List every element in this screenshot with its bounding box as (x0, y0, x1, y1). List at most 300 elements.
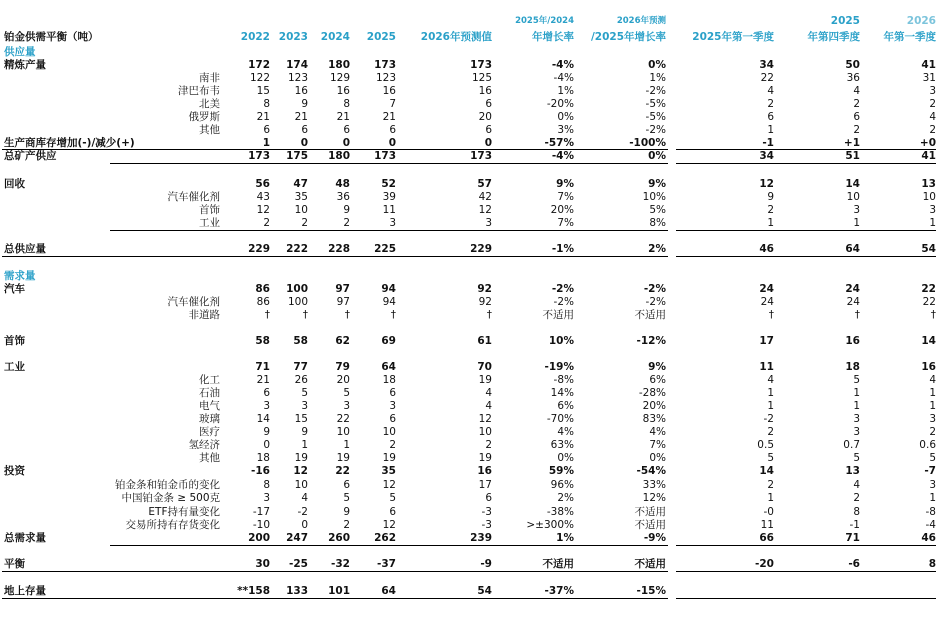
table-cell: 19 (294, 452, 308, 464)
table-cell: 6 (343, 124, 350, 136)
table-cell: 0% (648, 150, 666, 162)
table-cell: 6 (853, 111, 860, 123)
table-cell: 2 (853, 492, 860, 504)
table-cell: 180 (328, 59, 350, 71)
table-cell: 2 (929, 98, 936, 110)
row-label: ETF持有量变化 (148, 506, 220, 518)
table-cell: -1% (551, 243, 574, 255)
table-cell: 4 (853, 85, 860, 97)
table-cell: 97 (335, 283, 350, 295)
table-cell: -25 (289, 558, 308, 570)
table-cell: -2 (297, 506, 308, 518)
table-cell: 3 (929, 479, 936, 491)
table-cell: 3 (263, 400, 270, 412)
table-cell: 12 (293, 465, 308, 477)
table-cell: 5 (767, 452, 774, 464)
table-cell: 3 (853, 413, 860, 425)
table-cell: 12 (478, 204, 492, 216)
row-label: 医疗 (199, 426, 220, 438)
row-label: 供应量 (4, 46, 36, 58)
table-cell: 6 (389, 387, 396, 399)
table-cell: -10 (252, 519, 270, 531)
col-2025: 2025 (366, 31, 396, 43)
table-cell: 173 (470, 150, 492, 162)
table-cell: 16 (382, 85, 396, 97)
table-cell: -1 (849, 519, 860, 531)
table-cell: 175 (286, 150, 308, 162)
table-cell: 79 (335, 361, 350, 373)
table-cell: 3 (301, 400, 308, 412)
table-cell: 43 (256, 191, 270, 203)
table-cell: 2 (767, 204, 774, 216)
table-cell: 10 (922, 191, 936, 203)
table-cell: -9% (643, 532, 666, 544)
table-cell: 0 (388, 137, 396, 149)
table-cell: † (854, 309, 860, 321)
table-cell: 4 (767, 85, 774, 97)
table-cell: 20% (642, 400, 666, 412)
table-cell: 57 (477, 178, 492, 190)
table-cell: -6 (848, 558, 860, 570)
row-label: 需求量 (4, 270, 36, 282)
table-cell: 133 (286, 585, 308, 597)
table-cell: 54 (921, 243, 936, 255)
table-cell: 21 (256, 111, 270, 123)
table-cell: 62 (335, 335, 350, 347)
table-cell: 1 (767, 400, 774, 412)
col-q4-2025: 年第四季度 (807, 31, 860, 43)
table-cell: 2 (853, 124, 860, 136)
table-cell: 1 (853, 400, 860, 412)
table-cell: 6 (343, 479, 350, 491)
table-cell: 8 (853, 506, 860, 518)
table-cell: 0 (300, 137, 308, 149)
row-label: 工业 (4, 361, 25, 373)
table-cell: 21 (336, 111, 350, 123)
table-cell: 97 (336, 296, 350, 308)
table-cell: 6 (389, 413, 396, 425)
row-label: 精炼产量 (4, 59, 46, 71)
table-cell: 17 (478, 479, 492, 491)
table-cell: 6 (301, 124, 308, 136)
table-cell: 6 (485, 98, 492, 110)
row-label: 津巴布韦 (178, 85, 220, 97)
row-divider (2, 598, 668, 599)
table-cell: 46 (759, 243, 774, 255)
table-cell: 11 (382, 204, 396, 216)
table-cell: 3 (389, 400, 396, 412)
table-cell: 不适用 (634, 558, 666, 570)
table-cell: 42 (478, 191, 492, 203)
table-cell: 2% (557, 492, 574, 504)
table-cell: 4 (485, 387, 492, 399)
row-label: 汽车 (4, 283, 25, 295)
table-cell: 0 (301, 519, 308, 531)
row-label: 化工 (199, 374, 220, 386)
table-cell: 16 (477, 465, 492, 477)
table-cell: 64 (381, 585, 396, 597)
table-cell: -4% (553, 72, 574, 84)
table-cell: +1 (843, 137, 860, 149)
table-cell: 2 (767, 479, 774, 491)
table-cell: 100 (287, 296, 308, 308)
table-cell: -2% (551, 283, 574, 295)
table-cell: 6% (557, 400, 574, 412)
col-2024: 2024 (320, 31, 350, 43)
table-cell: 9% (556, 178, 574, 190)
table-cell: 22 (922, 296, 936, 308)
table-cell: 9% (648, 361, 666, 373)
table-cell: 0 (342, 137, 350, 149)
table-cell: 50 (845, 59, 860, 71)
table-cell: 86 (256, 296, 270, 308)
table-cell: 10 (294, 479, 308, 491)
table-cell: 12 (478, 413, 492, 425)
table-cell: 34 (759, 150, 774, 162)
table-cell: -2% (645, 296, 666, 308)
table-cell: -2% (645, 124, 666, 136)
row-label: 投资 (4, 465, 25, 477)
table-cell: 10 (336, 426, 350, 438)
table-cell: -2% (643, 283, 666, 295)
table-cell: 4 (485, 400, 492, 412)
table-cell: 3 (853, 426, 860, 438)
table-cell: -37% (544, 585, 574, 597)
table-cell: 6 (485, 492, 492, 504)
table-cell: 5% (649, 204, 666, 216)
table-cell: 222 (286, 243, 308, 255)
row-label: 北美 (199, 98, 220, 110)
table-cell: 19 (382, 452, 396, 464)
table-cell: 0% (557, 111, 574, 123)
table-cell: 1 (767, 387, 774, 399)
table-cell: 3 (929, 413, 936, 425)
row-label: 中国铂金条 ≥ 500克 (121, 492, 220, 504)
table-cell: 6 (263, 387, 270, 399)
table-cell: 5 (853, 374, 860, 386)
table-cell: -15% (636, 585, 666, 597)
table-cell: -70% (546, 413, 574, 425)
table-cell: † (486, 309, 492, 321)
table-cell: 63% (550, 439, 574, 451)
table-cell: 12 (382, 479, 396, 491)
table-cell: 10 (382, 426, 396, 438)
table-cell: 225 (374, 243, 396, 255)
table-cell: -54% (636, 465, 666, 477)
table-cell: 6 (389, 506, 396, 518)
table-cell: † (768, 309, 774, 321)
table-cell: 94 (382, 296, 396, 308)
row-label: 其他 (199, 124, 220, 136)
table-cell: 77 (293, 361, 308, 373)
table-cell: -100% (629, 137, 666, 149)
table-cell: 46 (921, 532, 936, 544)
col-growth-2025-top: 2025年/2024 (515, 16, 574, 26)
table-cell: 174 (286, 59, 308, 71)
table-cell: -12% (636, 335, 666, 347)
table-cell: 10% (642, 191, 666, 203)
table-cell: 36 (846, 72, 860, 84)
table-cell: 9 (263, 426, 270, 438)
table-cell: 56 (255, 178, 270, 190)
table-cell: 260 (328, 532, 350, 544)
table-cell: 1% (557, 85, 574, 97)
row-label: 地上存量 (4, 585, 46, 597)
row-label: 其他 (199, 452, 220, 464)
table-cell: 39 (382, 191, 396, 203)
table-cell: 262 (374, 532, 396, 544)
table-cell: >±300% (526, 519, 574, 531)
row-label: 电气 (199, 400, 220, 412)
table-cell: -8 (925, 506, 936, 518)
table-cell: 247 (286, 532, 308, 544)
table-cell: 92 (477, 283, 492, 295)
table-cell: 4% (557, 426, 574, 438)
col-q4-2025-top: 2025 (830, 15, 860, 27)
row-label: 汽车催化剂 (167, 296, 220, 308)
table-cell: 123 (287, 72, 308, 84)
table-cell: 16 (845, 335, 860, 347)
table-cell: 24 (845, 283, 860, 295)
table-cell: 21 (256, 374, 270, 386)
table-cell: 16 (478, 85, 492, 97)
table-cell: 9 (343, 204, 350, 216)
row-divider (676, 256, 936, 257)
table-cell: 2 (929, 124, 936, 136)
table-cell: 4 (767, 374, 774, 386)
table-cell: † (344, 309, 350, 321)
table-cell: 4 (853, 479, 860, 491)
table-cell: -3 (481, 506, 492, 518)
table-cell: 100 (286, 283, 308, 295)
table-cell: 1 (767, 492, 774, 504)
table-cell: 35 (381, 465, 396, 477)
table-cell: 0 (263, 439, 270, 451)
col-growth-2026-top: 2026年预测 (616, 16, 666, 26)
table-cell: 1 (929, 400, 936, 412)
row-label: 非道路 (188, 309, 220, 321)
table-cell: 1 (929, 492, 936, 504)
table-cell: 71 (845, 532, 860, 544)
table-cell: -2 (763, 413, 774, 425)
col-2026-forecast: 2026年预测值 (420, 31, 492, 43)
table-cell: -19% (544, 361, 574, 373)
row-divider (676, 230, 936, 231)
table-cell: 14 (921, 335, 936, 347)
table-cell: 3 (263, 492, 270, 504)
table-cell: -17 (252, 506, 270, 518)
table-cell: 86 (255, 283, 270, 295)
table-cell: -0 (763, 506, 774, 518)
table-cell: 21 (294, 111, 308, 123)
table-cell: 1 (929, 217, 936, 229)
table-cell: 83% (642, 413, 666, 425)
row-label: 总供应量 (4, 243, 46, 255)
table-cell: 229 (470, 243, 492, 255)
row-divider (110, 230, 668, 231)
table-cell: 0 (484, 137, 492, 149)
table-cell: 18 (845, 361, 860, 373)
table-cell: 94 (381, 283, 396, 295)
table-cell: 5 (929, 452, 936, 464)
table-cell: 58 (293, 335, 308, 347)
table-cell: 10 (846, 191, 860, 203)
table-cell: 3 (929, 204, 936, 216)
row-divider (676, 545, 936, 546)
table-cell: 64 (381, 361, 396, 373)
table-cell: -3 (481, 519, 492, 531)
table-cell: 15 (256, 85, 270, 97)
table-cell: 172 (248, 59, 270, 71)
table-cell: 66 (759, 532, 774, 544)
table-cell: 1% (649, 72, 666, 84)
table-cell: 59% (548, 465, 574, 477)
table-cell: 41 (921, 150, 936, 162)
table-cell: 3% (557, 124, 574, 136)
table-cell: 20% (550, 204, 574, 216)
table-cell: 19 (478, 452, 492, 464)
table-cell: 9 (301, 426, 308, 438)
table-cell: 16 (336, 85, 350, 97)
table-cell: 33% (642, 479, 666, 491)
table-cell: 2 (263, 217, 270, 229)
table-cell: 14 (256, 413, 270, 425)
table-cell: 0.7 (843, 439, 860, 451)
table-cell: 61 (477, 335, 492, 347)
table-cell: 8 (263, 98, 270, 110)
table-cell: † (930, 309, 936, 321)
table-cell: -5% (645, 98, 666, 110)
table-cell: 5 (853, 452, 860, 464)
row-label: 铂金条和铂金币的变化 (115, 479, 220, 491)
table-cell: 123 (375, 72, 396, 84)
table-cell: 18 (256, 452, 270, 464)
table-cell: 19 (336, 452, 350, 464)
table-cell: 36 (336, 191, 350, 203)
table-cell: 70 (477, 361, 492, 373)
table-cell: 1 (301, 439, 308, 451)
table-cell: 9% (648, 178, 666, 190)
table-cell: 69 (381, 335, 396, 347)
table-cell: 0.5 (757, 439, 774, 451)
table-cell: 229 (248, 243, 270, 255)
table-cell: 1 (343, 439, 350, 451)
col-growth-2026: /2025年增长率 (590, 31, 666, 43)
row-label: 交易所持有存货变化 (125, 519, 220, 531)
table-cell: 7% (557, 191, 574, 203)
table-cell: 96% (550, 479, 574, 491)
table-cell: 0% (557, 452, 574, 464)
table-cell: -9 (480, 558, 492, 570)
table-cell: 10 (478, 426, 492, 438)
table-cell: 26 (294, 374, 308, 386)
table-cell: -2% (553, 296, 574, 308)
table-cell: -37 (377, 558, 396, 570)
table-cell: 2 (301, 217, 308, 229)
row-label: 汽车催化剂 (167, 191, 220, 203)
table-cell: † (390, 309, 396, 321)
table-cell: -57% (544, 137, 574, 149)
table-cell: 125 (471, 72, 492, 84)
table-cell: 22 (335, 465, 350, 477)
table-cell: 47 (293, 178, 308, 190)
table-cell: -38% (546, 506, 574, 518)
table-cell: 1% (556, 532, 574, 544)
table-cell: 22 (760, 72, 774, 84)
table-cell: † (302, 309, 308, 321)
table-cell: 58 (255, 335, 270, 347)
table-cell: 14% (550, 387, 574, 399)
table-cell: 不适用 (542, 309, 574, 321)
table-cell: 22 (336, 413, 350, 425)
table-cell: 3 (929, 85, 936, 97)
table-cell: -28% (638, 387, 666, 399)
table-cell: 10% (548, 335, 574, 347)
table-cell: -20 (755, 558, 774, 570)
table-cell: 122 (249, 72, 270, 84)
table-cell: 14 (845, 178, 860, 190)
table-cell: 0% (649, 452, 666, 464)
col-growth-2025: 年增长率 (532, 31, 574, 43)
table-cell: -32 (331, 558, 350, 570)
table-cell: -4% (551, 59, 574, 71)
table-cell: 1 (262, 137, 270, 149)
col-q1-2026-top: 2026 (906, 15, 936, 27)
table-cell: 20 (478, 111, 492, 123)
table-cell: -1 (762, 137, 774, 149)
table-cell: 2 (389, 439, 396, 451)
table-cell: 5 (301, 387, 308, 399)
table-cell: 4 (301, 492, 308, 504)
row-label: 工业 (199, 217, 220, 229)
table-cell: 6 (767, 111, 774, 123)
row-divider (110, 545, 668, 546)
table-cell: 228 (328, 243, 350, 255)
table-cell: -5% (645, 111, 666, 123)
table-cell: 16 (921, 361, 936, 373)
table-cell: 3 (343, 400, 350, 412)
table-cell: 129 (329, 72, 350, 84)
table-cell: 54 (477, 585, 492, 597)
row-label: 总需求量 (4, 532, 46, 544)
table-cell: 239 (470, 532, 492, 544)
table-cell: 2 (343, 519, 350, 531)
table-cell: 10 (294, 204, 308, 216)
table-cell: 2 (853, 98, 860, 110)
table-cell: 101 (328, 585, 350, 597)
row-label: 首饰 (199, 204, 220, 216)
table-cell: 173 (374, 59, 396, 71)
table-cell: 14 (759, 465, 774, 477)
table-cell: +0 (919, 137, 936, 149)
row-label: 回收 (4, 178, 25, 190)
table-cell: 71 (255, 361, 270, 373)
table-cell: 2 (343, 217, 350, 229)
table-cell: 8 (263, 479, 270, 491)
row-label: 平衡 (4, 558, 25, 570)
row-divider (2, 571, 668, 572)
table-cell: 7% (649, 439, 666, 451)
table-cell: 9 (343, 506, 350, 518)
table-cell: 34 (759, 59, 774, 71)
col-q1-2026: 年第一季度 (883, 31, 936, 43)
table-cell: 8 (928, 558, 936, 570)
table-cell: -4% (551, 150, 574, 162)
table-cell: 5 (389, 492, 396, 504)
table-cell: 0.6 (919, 439, 936, 451)
table-cell: -8% (553, 374, 574, 386)
table-cell: 2% (648, 243, 666, 255)
